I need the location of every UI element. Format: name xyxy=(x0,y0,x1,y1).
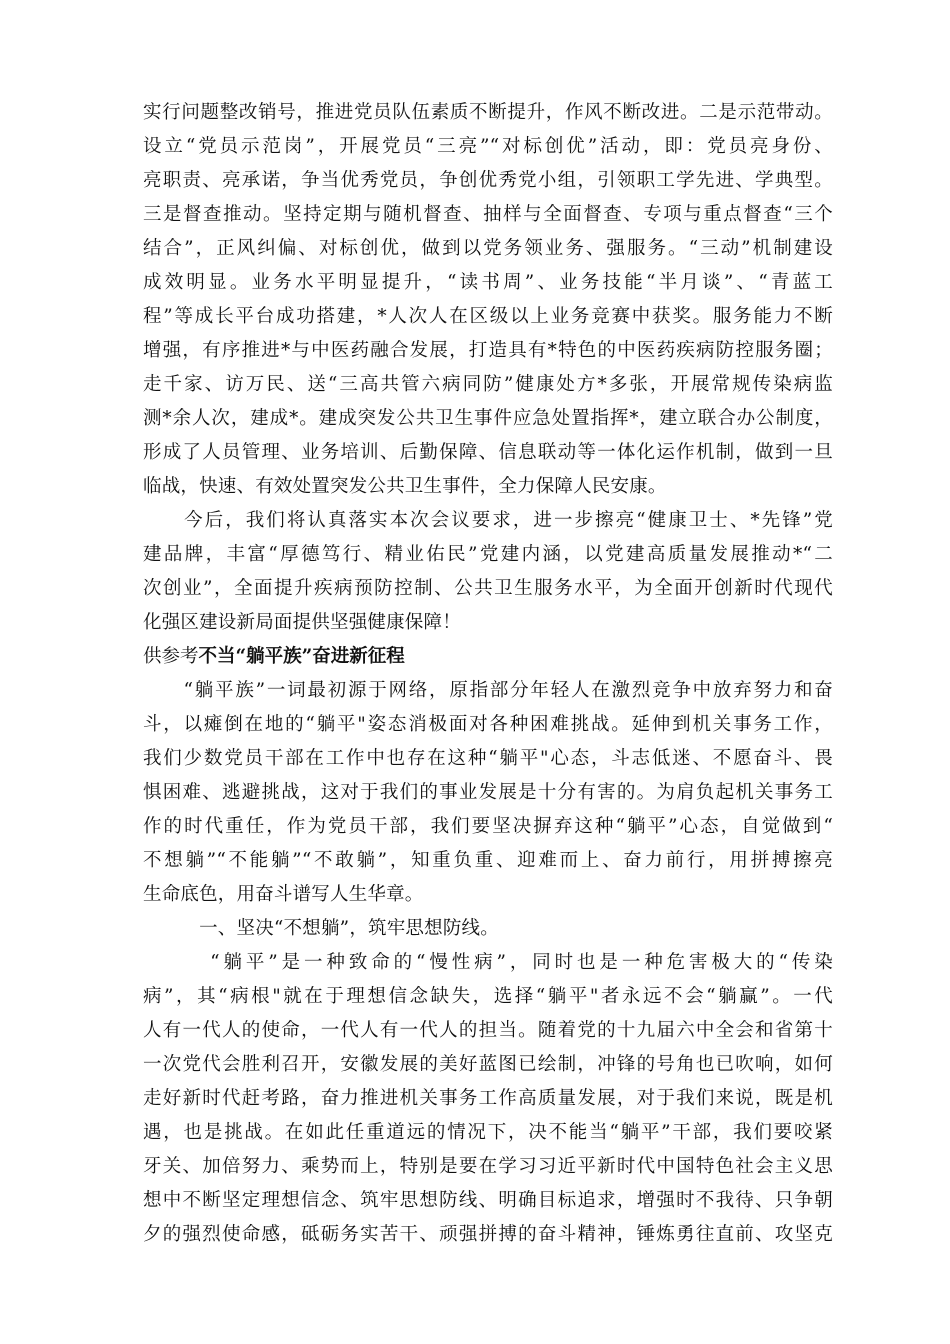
text-line: 三是督查推动。坚持定期与随机督查、抽样与全面督查、专项与重点督查“三个 xyxy=(143,204,833,225)
text-line: 建品牌，丰富“厚德笃行、精业佑民”党建内涵，以党建高质量发展推动*“二 xyxy=(143,544,833,565)
text-line: 夕的强烈使命感，砥砺务实苦干、顽强拼搏的奋斗精神，锤炼勇往直前、攻坚克 xyxy=(143,1224,833,1245)
text-line: 病”，其“病根"就在于理想信念缺失，选择“躺平"者永远不会“躺赢”。一代 xyxy=(143,986,833,1007)
text-line: 临战，快速、有效处置突发公共卫生事件，全力保障人民安康。 xyxy=(143,476,667,497)
text-line: 结合”，正风纠偏、对标创优，做到以党务领业务、强服务。“三动”机制建设 xyxy=(143,238,833,259)
text-line: 遇，也是挑战。在如此任重道远的情况下，决不能当“躺平”干部，我们要咬紧 xyxy=(143,1122,833,1143)
text-line: 人有一代人的使命，一代人有一代人的担当。随着党的十九届六中全会和省第十 xyxy=(143,1020,833,1041)
text-line: 我们少数党员干部在工作中也存在这种“躺平"心态，斗志低迷、不愿奋斗、畏 xyxy=(143,748,833,769)
subsection-heading: 一、坚决“不想躺”，筑牢思想防线。 xyxy=(143,918,499,939)
text-line: 成效明显。业务水平明显提升，“读书周”、业务技能“半月谈”、“青蓝工 xyxy=(143,272,833,293)
text-line: 增强，有序推进*与中医药融合发展，打造具有*特色的中医药疾病防控服务圈； xyxy=(143,340,833,361)
text-line: 不想躺”“不能躺”“不敢躺”，知重负重、迎难而上、奋力前行，用拼搏擦亮 xyxy=(143,850,833,871)
section-title xyxy=(143,640,405,674)
text-line: “躺平族”一词最初源于网络，原指部分年轻人在激烈竞争中放弃努力和奋 xyxy=(143,680,833,701)
text-line: 化强区建设新局面提供坚强健康保障！ xyxy=(143,612,461,633)
text-line: 斗，以瘫倒在地的“躺平"姿态消极面对各种困难挑战。延伸到机关事务工作， xyxy=(143,714,833,735)
text-line: 生命底色，用奋斗谱写人生华章。 xyxy=(143,884,424,905)
text-line: 次创业”，全面提升疾病预防控制、公共卫生服务水平，为全面开创新时代现代 xyxy=(143,578,833,599)
text-line: 作的时代重任，作为党员干部，我们要坚决摒弃这种“躺平”心态，自觉做到“ xyxy=(143,816,833,837)
text-line: 程”等成长平台成功搭建，*人次人在区级以上业务竞赛中获奖。服务能力不断 xyxy=(143,306,833,327)
text-line: 形成了人员管理、业务培训、后勤保障、信息联动等一体化运作机制，做到一旦 xyxy=(143,442,833,463)
text-line: 牙关、加倍努力、乘势而上，特别是要在学习习近平新时代中国特色社会主义思 xyxy=(143,1156,833,1177)
text-line: 想中不断坚定理想信念、筑牢思想防线、明确目标追求，增强时不我待、只争朝 xyxy=(143,1190,833,1211)
text-line: 亮职责、亮承诺，争当优秀党员，争创优秀党小组，引领职工学先进、学典型。 xyxy=(143,170,833,191)
text-line: 惧困难、逃避挑战，这对于我们的事业发展是十分有害的。为肩负起机关事务工 xyxy=(143,782,833,803)
text-line: 测*余人次，建成*。建成突发公共卫生事件应急处置指挥*，建立联合办公制度， xyxy=(143,408,833,429)
text-line: 走好新时代赶考路，奋力推进机关事务工作高质量发展，对于我们来说，既是机 xyxy=(143,1088,833,1109)
title-heading: 不当“躺平族”奋进新征程 xyxy=(198,646,405,667)
text-line: 设立“党员示范岗”，开展党员“三亮”“对标创优”活动，即：党员亮身份、 xyxy=(143,136,833,157)
text-line: 实行问题整改销号，推进党员队伍素质不断提升，作风不断改进。二是示范带动。 xyxy=(143,102,833,123)
title-prefix: 供参考 xyxy=(143,646,199,667)
text-line: “躺平”是一种致命的“慢性病”，同时也是一种危害极大的“传染 xyxy=(143,952,833,973)
text-line: 一次党代会胜利召开，安徽发展的美好蓝图已绘制，冲锋的号角也已吹响，如何 xyxy=(143,1054,833,1075)
text-line: 走千家、访万民、送“三高共管六病同防”健康处方*多张，开展常规传染病监 xyxy=(143,374,833,395)
text-line: 今后，我们将认真落实本次会议要求，进一步擦亮“健康卫士、*先锋”党 xyxy=(143,510,833,531)
